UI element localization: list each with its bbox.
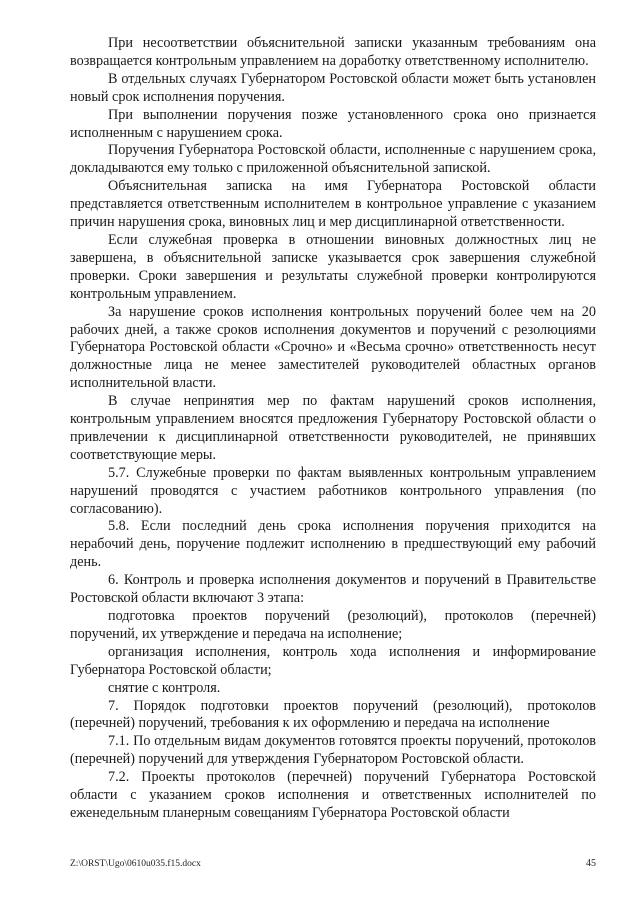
page-number: 45 — [586, 858, 596, 869]
paragraph: Если служебная проверка в отношении виновных должностных лиц не завершена, в объяснительной записке указывается срок завершения служебной проверки. Сроки завершения и результаты служебной проверки контролируются контрольным управлением. — [70, 231, 596, 302]
paragraph: 7. Порядок подготовки проектов поручений (резолюций), протоколов (перечней) поручений, требования к их оформлению и передача на исполнение — [70, 697, 596, 732]
paragraph: Поручения Губернатора Ростовской области, исполненные с нарушением срока, докладываются ему только с приложенной объяснительной запиской. — [70, 142, 596, 177]
paragraph: 7.1. По отдельным видам документов готовятся проекты поручений, протоколов (перечней) поручений для утверждения Губернатором Ростовской области. — [70, 733, 596, 768]
paragraph: При несоответствии объяснительной записки указанным требованиям она возвращается контрольным управлением на доработку ответственному исполнителю. — [70, 35, 596, 69]
paragraph: В отдельных случаях Губернатором Ростовской области может быть установлен новый срок исполнения поручения. — [70, 70, 596, 105]
paragraph: За нарушение сроков исполнения контрольных поручений более чем на 20 рабочих дней, а также сроков исполнения документов и поручений с резолюциями Губернатора Ростовской области «Срочно» и «Весьма срочно» ответственность несут должностные лица не менее заместителей руководителей областных органов исполнительной власти. — [70, 303, 596, 392]
document-body — [70, 35, 596, 823]
paragraph: 6. Контроль и проверка исполнения документов и поручений в Правительстве Ростовской области включают 3 этапа: — [70, 572, 596, 607]
paragraph: Объяснительная записка на имя Губернатора Ростовской области представляется ответственным исполнителем в контрольное управление с указанием причин нарушения срока, виновных лиц и мер дисциплинарной ответственности. — [70, 178, 596, 231]
paragraph: организация исполнения, контроль хода исполнения и информирование Губернатора Ростовской области; — [70, 643, 596, 678]
paragraph: 7.2. Проекты протоколов (перечней) поручений Губернатора Ростовской области с указанием сроков исполнения и ответственных исполнителей по еженедельным планерным совещаниям Губернатора Ростовской области — [70, 769, 596, 821]
paragraph: В случае непринятия мер по фактам нарушений сроков исполнения, контрольным управлением вносятся предложения Губернатору Ростовской области о привлечении к дисциплинарной ответственности руководителей, не принявших соответствующие меры. — [70, 393, 596, 463]
paragraph: При выполнении поручения позже установленного срока оно признается исполненным с нарушением срока. — [70, 106, 596, 141]
paragraph: 5.8. Если последний день срока исполнения поручения приходится на нерабочий день, поручение подлежит исполнению в предшествующий ему рабочий день. — [70, 518, 596, 571]
paragraph: подготовка проектов поручений (резолюций), протоколов (перечней) поручений, их утверждение и передача на исполнение; — [70, 608, 596, 642]
paragraph: снятие с контроля. — [108, 679, 221, 696]
paragraph: 5.7. Служебные проверки по фактам выявленных контрольным управлением нарушений проводятся с участием работников контрольного управления (по согласованию). — [70, 464, 596, 517]
footer-file-path: Z:\ORST\Ugo\0610u035.f15.docx — [70, 859, 201, 869]
